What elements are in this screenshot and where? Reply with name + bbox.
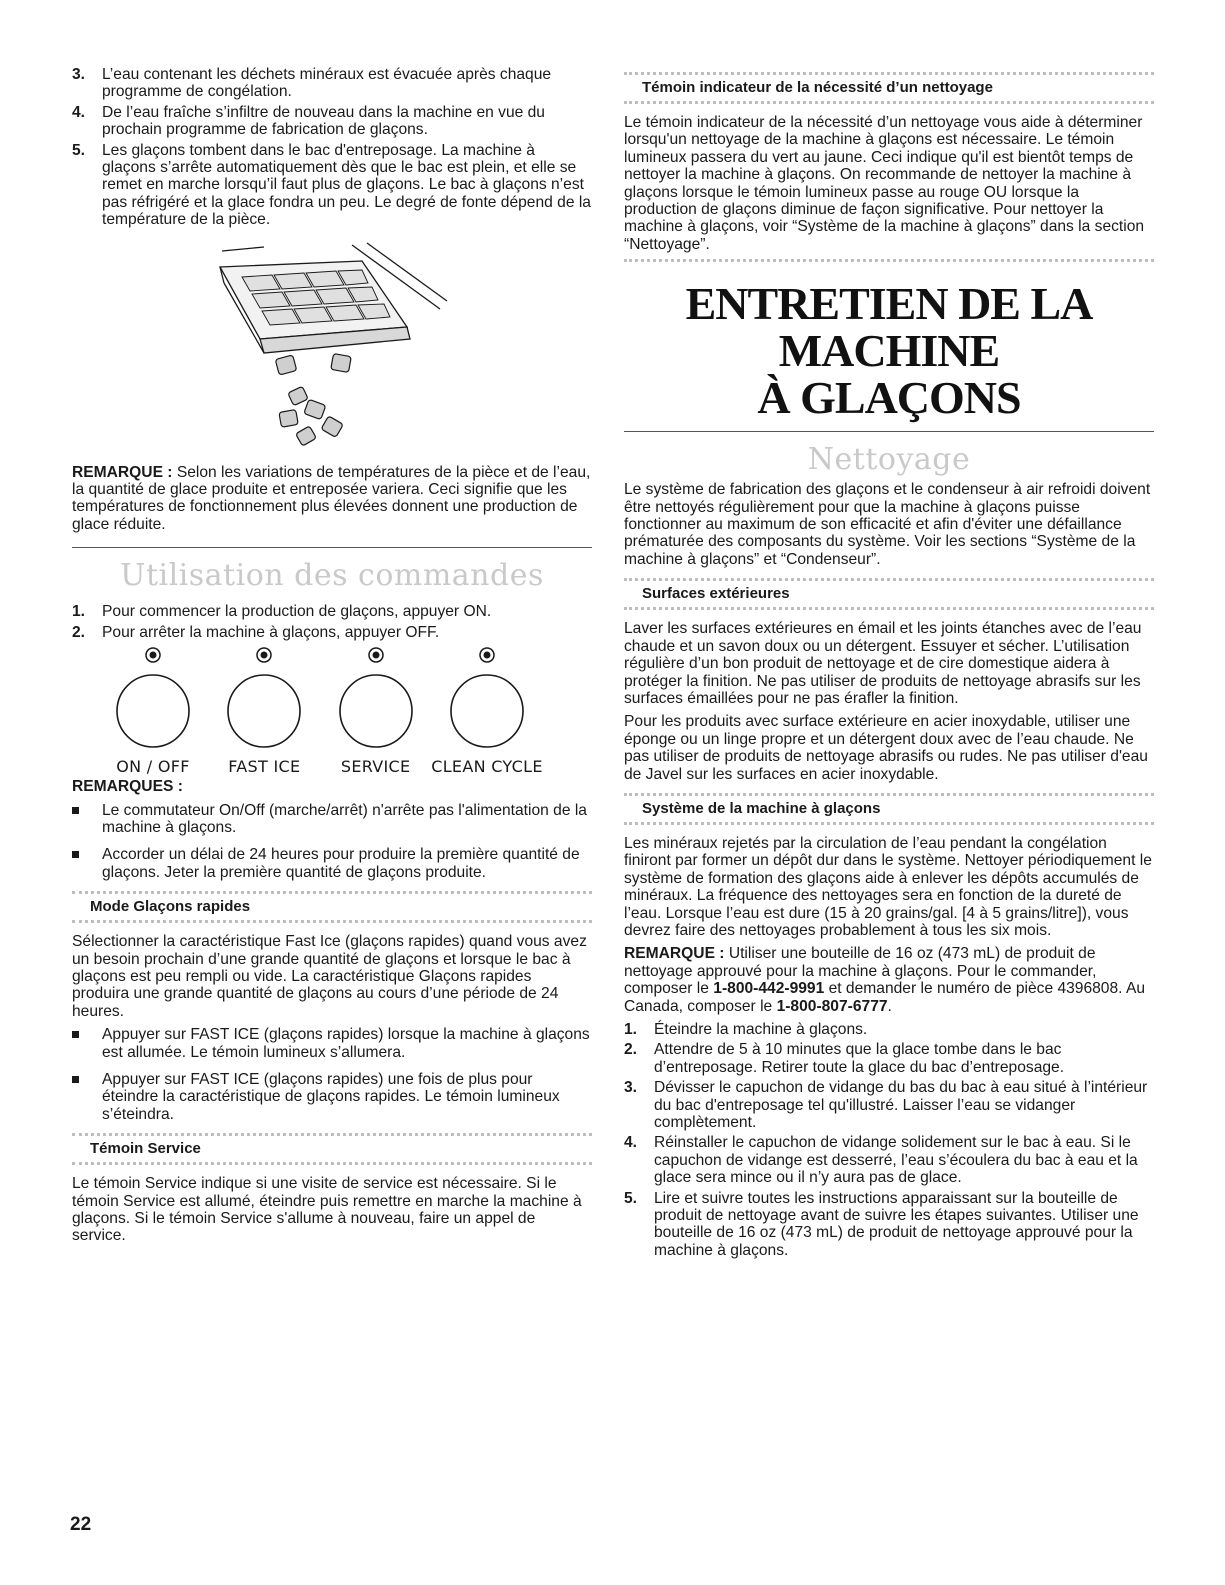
- list-item: [72, 142, 592, 229]
- right-column: [624, 66, 1154, 1262]
- clean-indicator-text: Le témoin indicateur de la nécessité d’un nettoyage vous aide à déterminer lorsqu'un nettoyage de la machine à glaçons est nécessaire. Le témoin lumineux passera du vert au jaune. Ceci indique qu'il est bientôt temps de nettoyer la machine à glaçons. On recommande de nettoyer la machine à glaçons lorsque le témoin lumineux passe au rouge OU lorsque la production de glaçons diminue de façon significative. Pour nettoyer la machine à glaçons, voir “Système de la machine à glaçons” dans la section “Nettoyage”.: [624, 114, 1145, 253]
- system-text: Les minéraux rejetés par la circulation de l’eau pendant la congélation finiront par former un dépôt dur dans le système. Nettoyer périodiquement le système de formation des glaçons aide à enlever les dépôts accumulés de minéraux. La fréquence des nettoyages sera en fonction de la dureté de l’eau. Lorsque l’eau est dure (15 à 20 grains/gal. [4 à 5 grains/litre]), vous devrez faire des nettoyages probablement à tous les six mois.: [624, 834, 1152, 939]
- system-steps: [624, 1021, 1154, 1259]
- list-item: [72, 802, 592, 837]
- step-text: Réinstaller le capuchon de vidange solidement sur le bac à eau. Si le capuchon de vidange est desserré, l’eau s’écoulera du bac à eau et la glace sera mince ou il n’y aura pas de glace.: [654, 1134, 1138, 1187]
- indicator-light-icon: [100, 645, 206, 751]
- note-remarque: [72, 464, 592, 534]
- control-panel-diagram: [100, 645, 543, 777]
- phone-number: 1-800-442-9991: [713, 980, 825, 998]
- indicator-light-icon: [434, 645, 540, 751]
- list-item: [624, 1041, 1154, 1076]
- list-item: [624, 1079, 1154, 1131]
- note-text: .: [887, 997, 892, 1015]
- step-number: 1.: [72, 603, 86, 621]
- phone-number: 1-800-807-6777: [776, 997, 888, 1015]
- fast-mode-bullet-text: Appuyer sur FAST ICE (glaçons rapides) une fois de plus pour éteindre la caractéristique de glaçons rapides. Le témoin lumineux s’éteindra.: [102, 1070, 560, 1123]
- step-text: De l’eau fraîche s’infiltre de nouveau dans la machine en vue du prochain programme de fabrication de glaçons.: [102, 103, 545, 139]
- step-number: 3.: [72, 66, 86, 83]
- note-text: Selon les variations de températures de la pièce et de l’eau, la quantité de glace produite et entreposée variera. Ceci signifie que les températures de fonctionnement plus élevées donnent une production de glace réduite.: [72, 463, 591, 533]
- section-title-controls: Utilisation des commandes: [120, 558, 544, 594]
- list-item: [72, 1026, 592, 1061]
- bullet-icon: [72, 807, 79, 814]
- section-divider: [72, 547, 592, 548]
- subhead-service: Témoin Service: [72, 1133, 592, 1165]
- step-text: Dévisser le capuchon de vidange du bas du bac à eau situé à l’intérieur du bac d'entreposage tel qu'illustré. Laisser l’eau se vidanger complètement.: [654, 1079, 1148, 1132]
- section-title-cleaning: Nettoyage: [807, 442, 971, 478]
- step-text: L’eau contenant les déchets minéraux est évacuée après chaque programme de congélation.: [102, 66, 552, 101]
- step-text: Éteindre la machine à glaçons.: [654, 1021, 868, 1038]
- knob-fast-ice: [211, 645, 317, 776]
- step-number: 5.: [72, 141, 86, 159]
- subhead-fast-mode: Mode Glaçons rapides: [72, 891, 592, 923]
- subhead-system: Système de la machine à glaçons: [624, 793, 1154, 825]
- knob-clean-cycle: [431, 645, 543, 777]
- page-title: [624, 278, 1154, 424]
- cleaning-text: Le système de fabrication des glaçons et le condenseur à air refroidi doivent être nettoyés régulièrement pour que la machine à glaçons puisse fonctionner au maximum de son efficacité et afin d'éviter une défaillance prématurée des composants du système. Voir les sections “Système de la machine à glaçons” et “Condenseur”.: [624, 481, 1151, 568]
- fast-mode-list: [72, 1026, 592, 1123]
- knob-service: [323, 645, 429, 776]
- step-text: Les glaçons tombent dans le bac d'entreposage. La machine à glaçons s’arrête automatiquement dès que le bac est plein, et elle se remet en marche lorsqu’il faut plus de glaçons. Le bac à glaçons n’est pas réfrigéré et la glace fondra un peu. Le degré de fonte dépend de la température de la pièce.: [102, 141, 591, 229]
- left-column: [72, 66, 592, 1251]
- step-text: Attendre de 5 à 10 minutes que la glace tombe dans le bac d’entreposage. Retirer toute la glace du bac d’entreposage.: [654, 1041, 1065, 1076]
- exterior-text: Pour les produits avec surface extérieure en acier inoxydable, utiliser une éponge ou un linge propre et un détergent doux avec de l’eau chaude. Ne pas utiliser de produits de nettoyage abrasifs ou rudes. Ne pas utiliser d'eau de Javel sur les surfaces en acier inoxydable.: [624, 713, 1148, 783]
- section-divider: [624, 259, 1154, 262]
- list-item: [624, 1021, 1154, 1038]
- step-number: 1.: [624, 1021, 638, 1038]
- bullet-icon: [72, 1076, 79, 1083]
- section-divider: [624, 431, 1154, 432]
- ice-cycle-steps: [72, 66, 592, 229]
- list-item: [72, 104, 592, 139]
- note-label: REMARQUE :: [72, 463, 173, 481]
- step-text: Pour commencer la production de glaçons, appuyer ON.: [102, 603, 492, 621]
- indicator-light-icon: [211, 645, 317, 751]
- bullet-icon: [72, 1031, 79, 1038]
- knob-on-off: [100, 645, 206, 776]
- list-item: [624, 1134, 1154, 1186]
- page-number: 22: [70, 1514, 92, 1535]
- knob-label: CLEAN CYCLE: [431, 757, 543, 777]
- subhead-clean-indicator: Témoin indicateur de la nécessité d’un nettoyage: [624, 72, 1154, 104]
- exterior-text: Laver les surfaces extérieures en émail et les joints étanches avec de l’eau chaude et un savon doux ou un détergent. Essuyer et sécher. L’utilisation régulière d’un bon produit de nettoyage et de cire domestique aidera à protéger la finition. Ne pas utiliser de produits de nettoyage abrasifs sur les surfaces émaillées pour ne pas érafler la finition.: [624, 620, 1142, 707]
- knob-label: SERVICE: [340, 757, 411, 777]
- remark-text: Le commutateur On/Off (marche/arrêt) n'arrête pas l'alimentation de la machine à glaçons.: [102, 801, 587, 836]
- knob-label: ON / OFF: [116, 757, 190, 777]
- fast-mode-bullet-text: Appuyer sur FAST ICE (glaçons rapides) lorsque la machine à glaçons est allumée. Le témoin lumineux s’allumera.: [102, 1026, 590, 1061]
- remarks-heading: REMARQUES :: [72, 778, 183, 796]
- list-item: [72, 1071, 592, 1123]
- page-title-line: À GLAÇONS: [757, 372, 1021, 424]
- service-text: Le témoin Service indique si une visite de service est nécessaire. Si le témoin Service est allumé, éteindre puis remettre en marche la machine à glaçons. Si le témoin Service s'allume à nouveau, faire un appel de service.: [72, 1175, 582, 1245]
- note-label: REMARQUE :: [624, 945, 725, 963]
- step-number: 5.: [624, 1189, 638, 1207]
- controls-steps: [72, 603, 592, 641]
- note-text: Utiliser une bouteille de 16 oz (473 mL) de produit de nettoyage approuvé pour la machine à glaçons. Pour le commander, composer le: [624, 945, 1097, 998]
- step-number: 3.: [624, 1079, 638, 1097]
- step-number: 4.: [72, 103, 86, 121]
- system-note: [624, 945, 1154, 1015]
- list-item: [72, 846, 592, 881]
- step-number: 2.: [72, 623, 86, 641]
- remarks-list: [72, 802, 592, 882]
- subhead-exterior: Surfaces extérieures: [624, 578, 1154, 610]
- step-number: 4.: [624, 1134, 638, 1152]
- page-title-line: ENTRETIEN DE LA MACHINE: [685, 278, 1093, 377]
- knob-label: FAST ICE: [228, 757, 301, 777]
- fast-mode-text: Sélectionner la caractéristique Fast Ice (glaçons rapides) quand vous avez un besoin prochain d’une grande quantité de glaçons et lorsque le bac à glaçons est peu rempli ou vide. La caractéristique Glaçons rapides produira une grande quantité de glaçons au cours d’une période de 24 heures.: [72, 933, 587, 1020]
- bullet-icon: [72, 851, 79, 858]
- list-item: [72, 603, 592, 620]
- ice-tray-illustration: [202, 239, 462, 454]
- remark-text: Accorder un délai de 24 heures pour produire la première quantité de glaçons. Jeter la première quantité de glaçons produite.: [102, 846, 580, 881]
- list-item: [72, 66, 592, 101]
- step-number: 2.: [624, 1041, 638, 1059]
- step-text: Pour arrêter la machine à glaçons, appuyer OFF.: [102, 623, 440, 641]
- step-text: Lire et suivre toutes les instructions apparaissant sur la bouteille de produit de nettoyage avant de suivre les étapes suivantes. Utiliser une bouteille de 16 oz (473 mL) de produit de nettoyage approuvé pour la machine à glaçons.: [654, 1189, 1139, 1259]
- note-text: et demander le numéro de pièce 4396808. Au Canada, composer le: [624, 980, 1146, 1015]
- indicator-light-icon: [323, 645, 429, 751]
- list-item: [72, 624, 592, 641]
- list-item: [624, 1190, 1154, 1260]
